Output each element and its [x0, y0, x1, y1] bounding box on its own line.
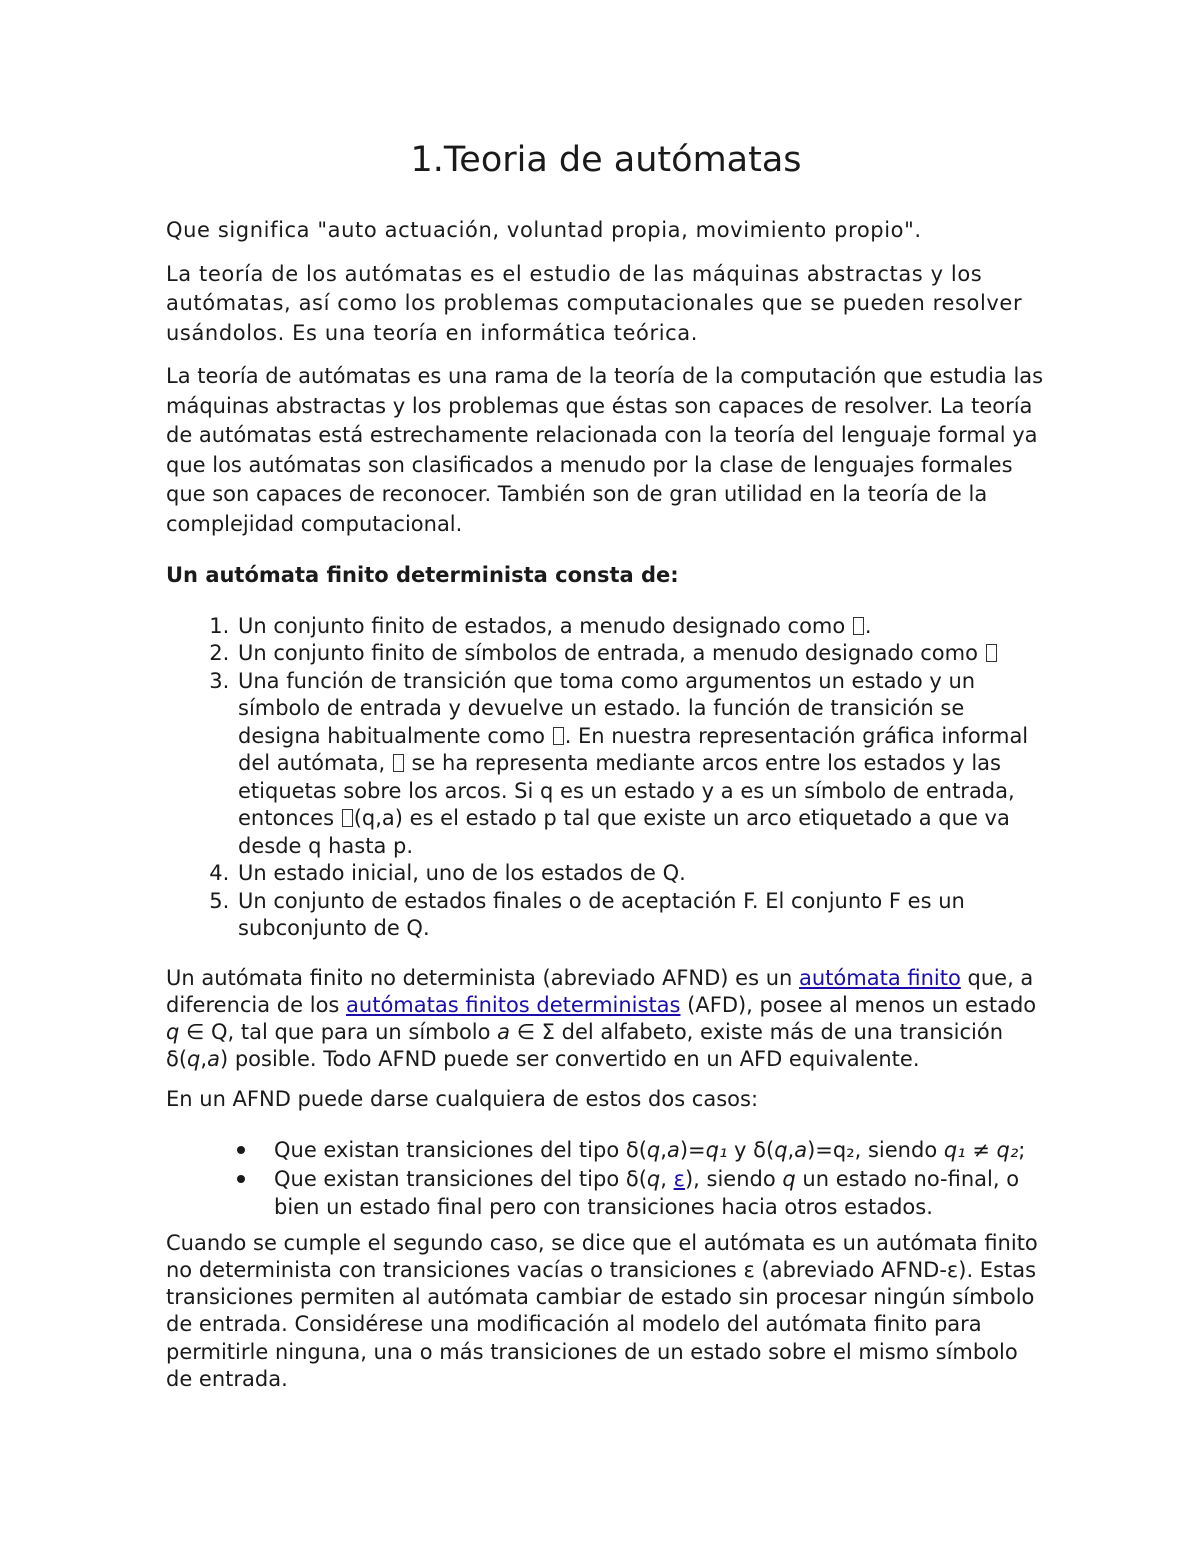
- paragraph-meaning: Que significa "auto actuación, voluntad propia, movimiento propio".: [166, 218, 922, 242]
- list-item: 3. Una función de transición que toma como argumentos un estado y un símbolo de entrada y devuelve un estado. la función de transición se designa habitualmente como . En nuestra representación gráfica informal del autómata, se ha representa mediante arcos entre los estados y las etiquetas sobre los arcos. Si q es un estado y a es un símbolo de entrada, entonces (q,a) es el estado p tal que existe un arco etiquetado a que va desde q hasta p.: [236, 668, 1046, 861]
- page-title: 1.Teoria de autómatas: [410, 140, 802, 180]
- list-item: 1. Un conjunto finito de estados, a menudo designado como .: [236, 613, 1046, 641]
- paragraph-afnd: Un autómata finito no determinista (abreviado AFND) es un autómata finito que, a diferencia de los autómatas finitos deterministas (AFD), posee al menos un estado q ∈ Q, tal que para un símbolo a ∈ Σ del alfabeto, existe más de una transición δ(q,a) posible. Todo AFND puede ser convertido en un AFD equivalente.: [166, 965, 1037, 1071]
- paragraph-cases-intro: En un AFND puede darse cualquiera de estos dos casos:: [166, 1086, 759, 1111]
- link-epsilon[interactable]: ε: [673, 1166, 685, 1191]
- missing-glyph-icon: [986, 644, 997, 662]
- document-content: [166, 138, 1046, 1393]
- bullet-icon: [237, 1175, 245, 1183]
- missing-glyph-icon: [853, 617, 864, 635]
- bullet-icon: [237, 1146, 245, 1154]
- list-item: 4. Un estado inicial, uno de los estados de Q.: [236, 860, 1046, 888]
- cases-list: [166, 1136, 1046, 1222]
- section-heading: Un autómata finito determinista consta de:: [166, 563, 679, 587]
- link-automatas-finitos-deterministas[interactable]: autómatas finitos deterministas: [346, 992, 681, 1017]
- missing-glyph-icon: [393, 754, 404, 772]
- missing-glyph-icon: [553, 727, 564, 745]
- list-item: Que existan transiciones del tipo δ(q, ε), siendo q un estado no-final, o bien un estado final pero con transiciones hacia otros estados.: [274, 1165, 1046, 1222]
- dfa-components-list: [166, 613, 1046, 943]
- paragraph-afnd-epsilon: Cuando se cumple el segundo caso, se dice que el autómata es un autómata finito no determinista con transiciones vacías o transiciones ε (abreviado AFND-ε). Estas transiciones permiten al autómata cambiar de estado sin procesar ningún símbolo de entrada. Considérese una modificación al modelo del autómata finito para permitirle ninguna, una o más transiciones de un estado sobre el mismo símbolo de entrada.: [166, 1230, 1038, 1391]
- paragraph-theory: La teoría de autómatas es una rama de la teoría de la computación que estudia las máquinas abstractas y los problemas que éstas son capaces de resolver. La teoría de autómatas está estrechamente relacionada con la teoría del lenguaje formal ya que los autómatas son clasificados a menudo por la clase de lenguajes formales que son capaces de reconocer. También son de gran utilidad en la teoría de la complejidad computacional.: [166, 364, 1044, 536]
- list-item: 2. Un conjunto finito de símbolos de entrada, a menudo designado como: [236, 640, 1046, 668]
- list-item: 5. Un conjunto de estados finales o de aceptación F. El conjunto F es un subconjunto de Q.: [236, 888, 1046, 943]
- link-automata-finito[interactable]: autómata finito: [799, 965, 961, 990]
- paragraph-definition: La teoría de los autómatas es el estudio de las máquinas abstractas y los autómatas, así como los problemas computacionales que se pueden resolver usándolos. Es una teoría en informática teórica.: [166, 261, 1023, 345]
- list-item: Que existan transiciones del tipo δ(q,a)=q₁ y δ(q,a)=q₂, siendo q₁ ≠ q₂;: [274, 1136, 1046, 1165]
- missing-glyph-icon: [342, 809, 353, 827]
